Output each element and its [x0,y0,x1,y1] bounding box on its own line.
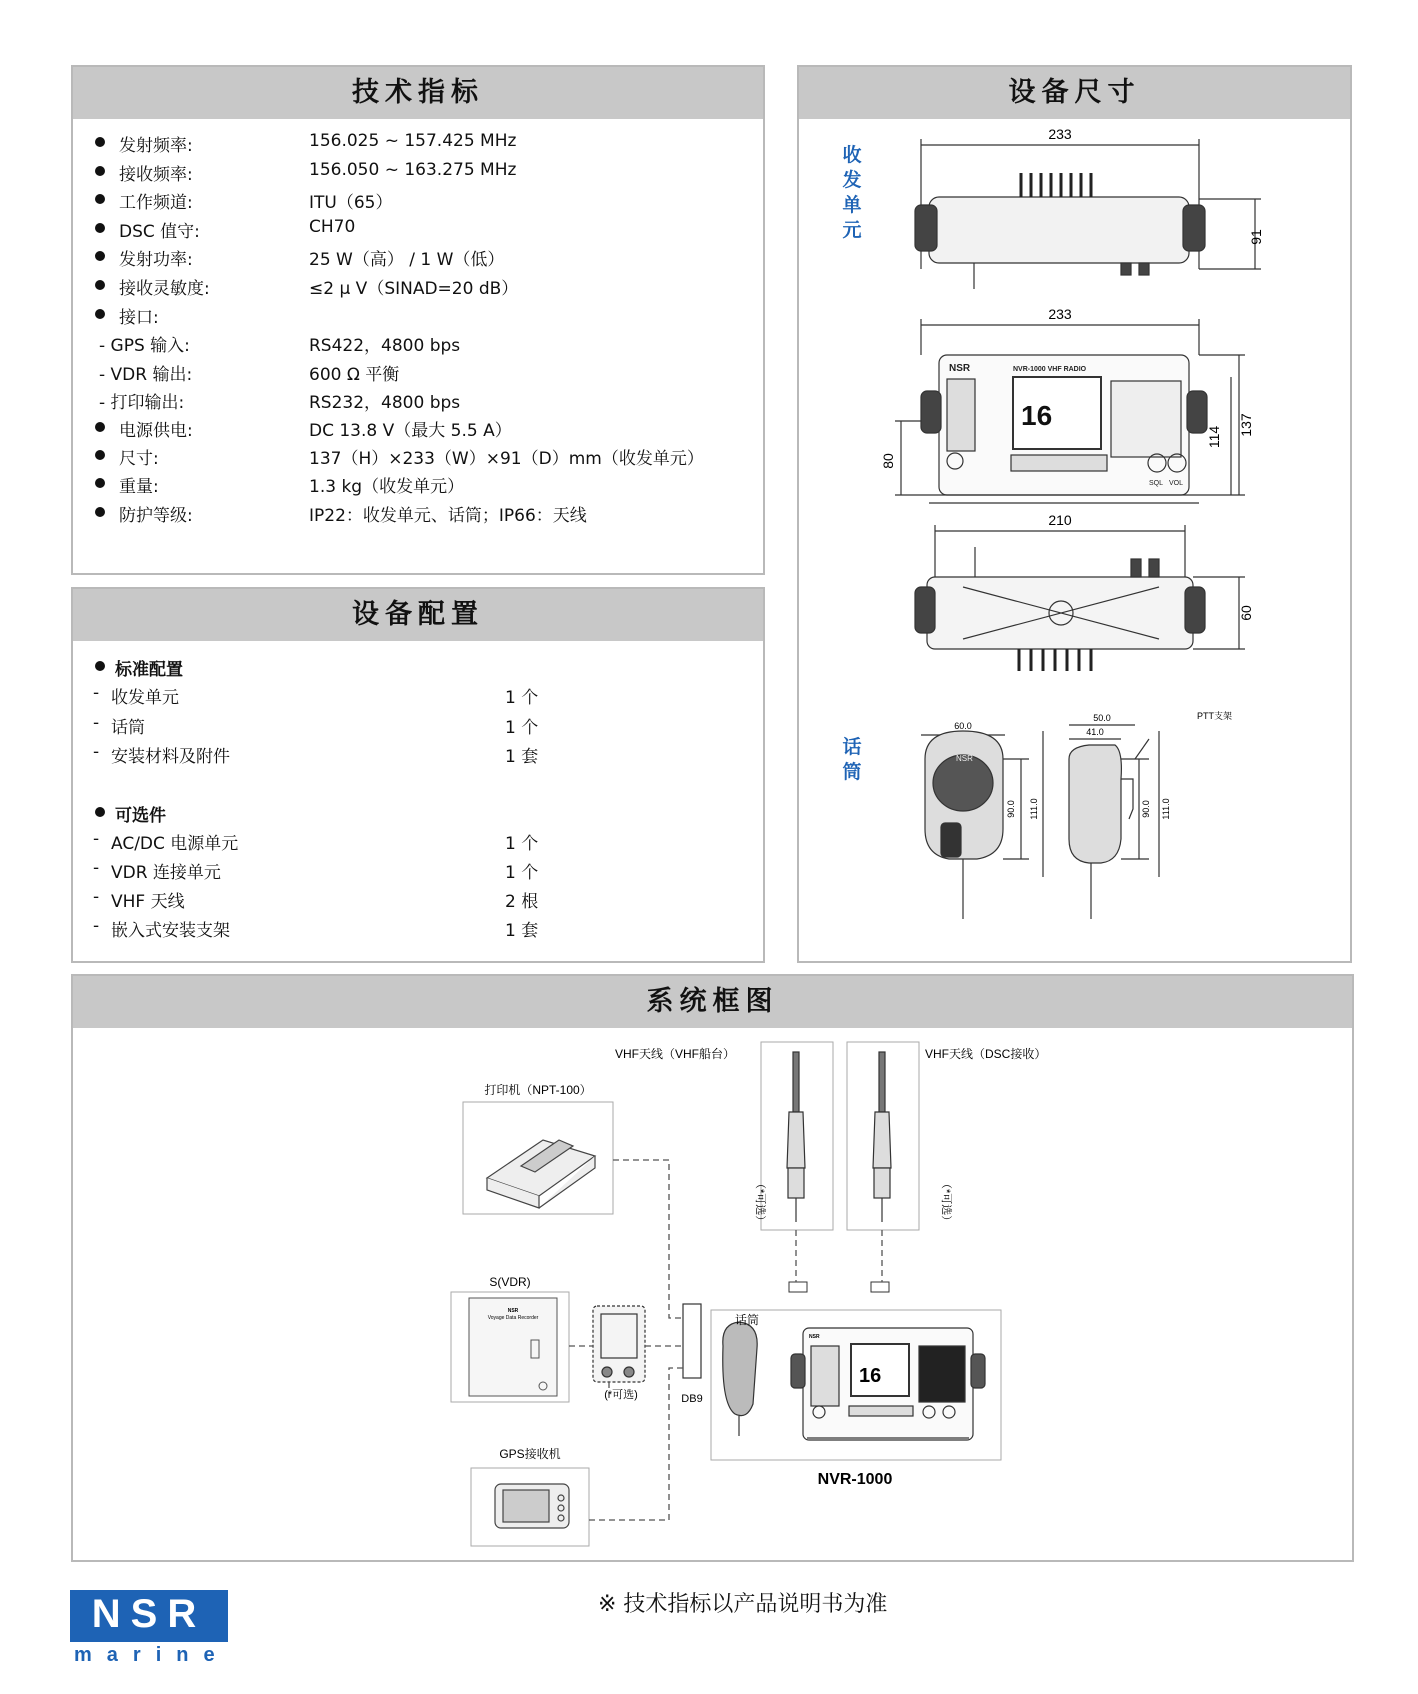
handset-side-drawing [1069,725,1159,919]
svg-text:PTT支架: PTT支架 [1197,711,1232,721]
svg-text:SQL: SQL [1149,480,1164,487]
bullet-icon [95,661,105,671]
svg-text:50.0: 50.0 [1093,713,1111,723]
svg-text:Voyage Data Recorder: Voyage Data Recorder [487,1315,539,1321]
bullet-icon [95,280,105,290]
svg-text:233: 233 [1048,306,1072,322]
spec-value: 1.3 kg（收发单元） [309,477,465,497]
spec-value: IP22：收发单元、话筒；IP66：天线 [309,506,587,526]
antenna-port [789,1282,807,1292]
transceiver-label: 收 发 单 元 [842,144,862,241]
handset-label: 话 筒 [842,736,862,783]
svg-text:NVR-1000: NVR-1000 [817,1471,893,1488]
svg-text:90.0: 90.0 [1141,800,1151,818]
svg-text:NVR-1000 VHF RADIO: NVR-1000 VHF RADIO [1013,366,1087,373]
spec-label: 电源供电: [119,421,193,441]
svg-text:210: 210 [1048,512,1072,528]
nsr-logo-sub: marine [74,1644,230,1666]
nsr-logo: NSR [70,1590,228,1642]
spec-label: 接收灵敏度: [119,279,210,299]
spec-value: RS422，4800 bps [309,336,461,356]
main-unit-icon [791,1328,985,1440]
config-panel: 设备配置 标准配置 - 收发单元 1 个 - 话筒 1 个 - 安装材料及附件 1 套 可选件 - AC/DC 电源单元 1 个 - VDR 连接单元 1 个 - VHF 天线 2 根 - 嵌入式安装支架 1 套 [71,587,765,963]
spec-label: 发射频率: [119,136,193,156]
svg-text:GPS接收机: GPS接收机 [499,1447,561,1461]
spec-value: 156.025 ~ 157.425 MHz [309,131,517,151]
svg-text:137: 137 [1238,413,1254,437]
config-panel-title: 设备配置 [73,589,763,641]
spec-value: RS232，4800 bps [309,393,461,413]
svg-text:16: 16 [859,1365,882,1387]
spec-value: 137（H）×233（W）×91（D）mm（收发单元） [309,449,704,469]
bullet-icon [95,137,105,147]
footer-note: ※ 技术指标以产品说明书为准 [598,1592,888,1617]
svg-text:NSR: NSR [809,1334,820,1340]
spec-label: 接收频率: [119,165,193,185]
spec-value: ≤2 μ V（SINAD=20 dB） [309,279,519,299]
bullet-icon [95,807,105,817]
antenna2-icon [873,1052,891,1222]
bullet-icon [95,422,105,432]
spec-value: CH70 [309,217,356,237]
bullet-icon [95,309,105,319]
spec-label: - 打印输出: [99,393,185,413]
spec-value: 600 Ω 平衡 [309,365,400,385]
svg-text:114: 114 [1206,425,1222,449]
svg-text:80: 80 [880,453,896,469]
dimension-panel-title: 设备尺寸 [799,67,1350,119]
antenna-port [871,1282,889,1292]
svg-text:（*可选）: （*可选） [940,1178,952,1227]
front-view-drawing [895,319,1245,503]
spec-panel-title: 技术指标 [73,67,763,119]
svg-text:话筒: 话筒 [734,1313,760,1327]
bullet-icon [95,166,105,176]
antenna1-icon [787,1052,805,1222]
system-panel-title: 系统框图 [73,976,1352,1028]
svg-text:S(VDR): S(VDR) [489,1275,531,1289]
svg-text:VHF天线（VHF船台）: VHF天线（VHF船台） [615,1047,736,1061]
svg-text:打印机（NPT-100）: 打印机（NPT-100） [484,1083,592,1097]
svg-text:111.0: 111.0 [1161,798,1171,820]
db9-connector [683,1304,701,1378]
spec-label: 接口: [119,308,159,328]
svg-text:41.0: 41.0 [1086,727,1104,737]
bullet-icon [95,223,105,233]
svg-text:NSR: NSR [507,1308,519,1314]
svg-text:16: 16 [1021,400,1053,431]
gps-icon [495,1484,569,1528]
spec-value: 25 W（高） / 1 W（低） [309,250,505,270]
bottom-view-drawing [915,525,1245,671]
spec-value: 156.050 ~ 163.275 MHz [309,160,517,180]
bullet-icon [95,478,105,488]
svg-text:VOL: VOL [1169,480,1184,487]
spec-label: - VDR 输出: [99,365,193,385]
svg-text:233: 233 [1048,126,1072,142]
svg-text:(*可选): (*可选) [604,1389,638,1401]
system-diagram [73,1028,1352,1560]
spec-panel [71,65,765,575]
spec-value: DC 13.8 V（最大 5.5 A） [309,421,512,441]
dimension-drawings [799,119,1350,963]
svg-text:DB9: DB9 [681,1393,703,1405]
spec-value: ITU（65） [309,193,393,213]
bullet-icon [95,507,105,517]
spec-label: 发射功率: [119,250,193,270]
svg-text:（*可选）: （*可选） [754,1178,766,1227]
printer-icon [487,1140,595,1208]
top-view-drawing [915,139,1261,289]
system-panel [71,974,1354,1562]
spec-label: 防护等级: [119,506,193,526]
svg-text:91: 91 [1248,229,1264,245]
handset-icon [723,1322,757,1436]
bullet-icon [95,450,105,460]
svg-text:111.0: 111.0 [1029,798,1039,820]
junction-box-icon [593,1306,645,1382]
svg-text:VHF天线（DSC接收）: VHF天线（DSC接收） [925,1047,1047,1061]
dimension-panel [797,65,1352,963]
spec-label: 工作频道: [119,193,193,213]
spec-label: DSC 值守: [119,222,200,242]
spec-label: - GPS 输入: [99,336,190,356]
bullet-icon [95,194,105,204]
spec-label: 重量: [119,477,159,497]
svg-text:60.0: 60.0 [954,721,972,731]
svg-text:90.0: 90.0 [1006,800,1016,818]
svg-text:NSR: NSR [956,754,973,763]
bullet-icon [95,251,105,261]
spec-label: 尺寸: [119,449,159,469]
svg-text:NSR: NSR [949,363,971,374]
handset-front-drawing [921,731,1043,919]
svg-text:60: 60 [1238,605,1254,621]
